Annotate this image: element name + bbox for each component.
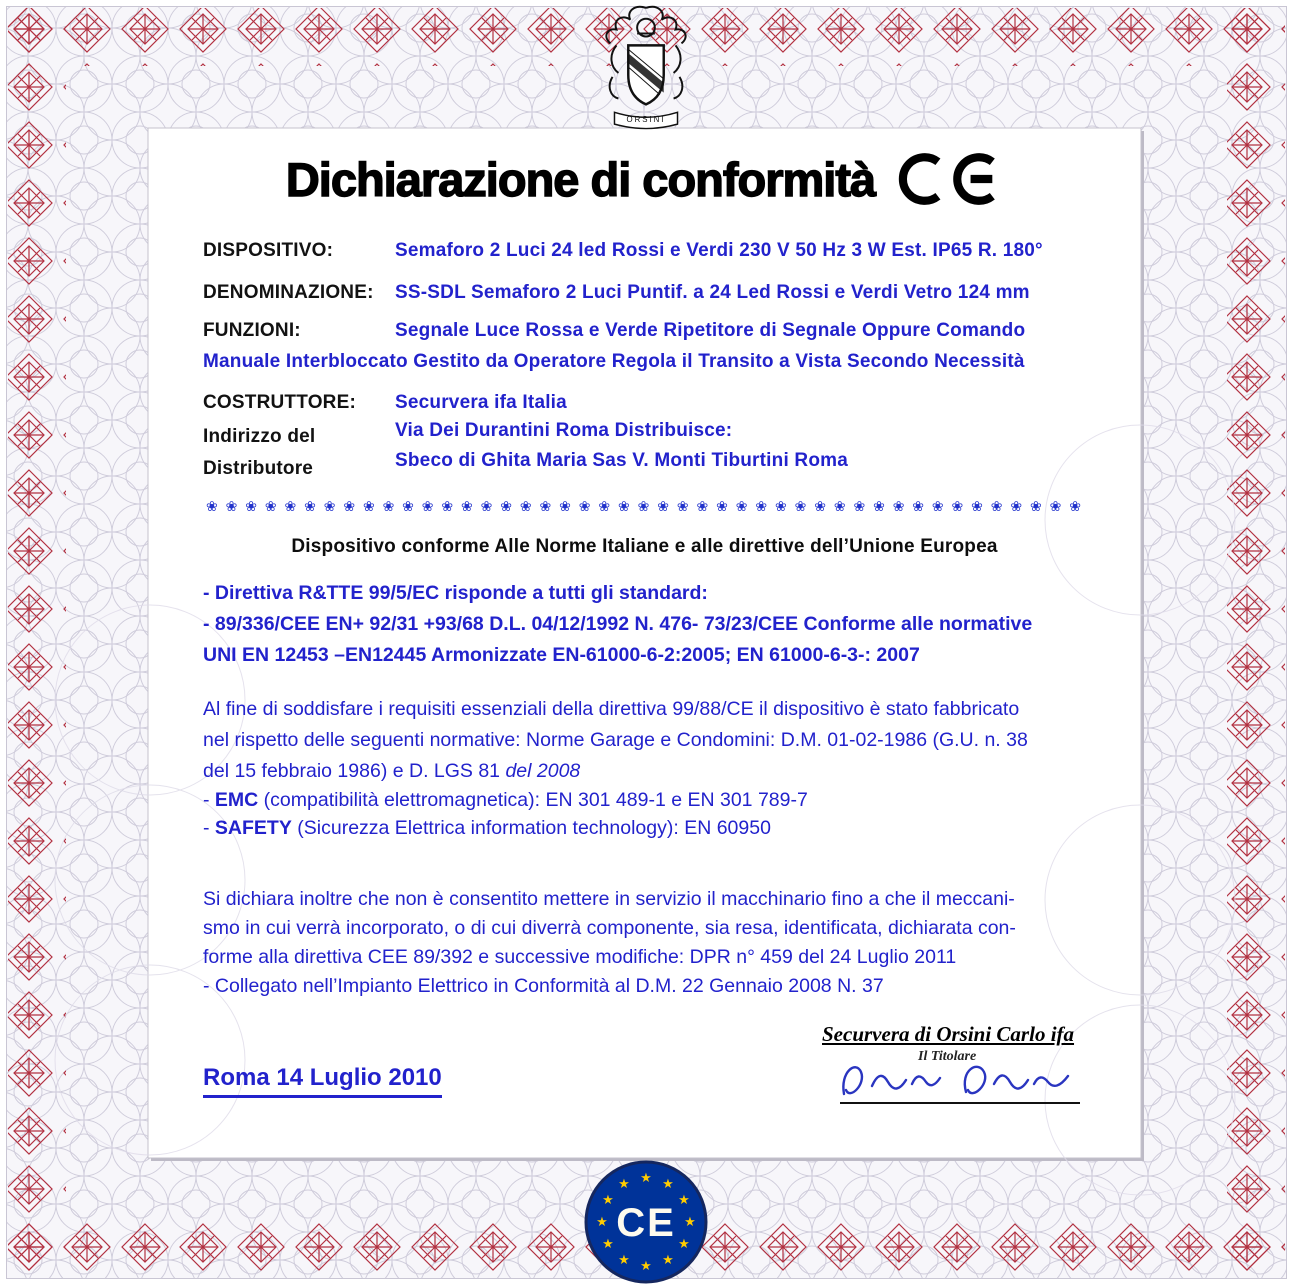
eu-ce-badge-drawing — [584, 1160, 708, 1284]
svg-text:★: ★ — [596, 1214, 608, 1229]
svg-text:★: ★ — [640, 1258, 652, 1273]
svg-text:★: ★ — [640, 1170, 652, 1185]
field-value-dispositivo: Semaforo 2 Luci 24 led Rossi e Verdi 230 V 50 Hz 3 W Est. IP65 R. 180° — [395, 240, 1043, 261]
page-title: Dichiarazione di conformità — [285, 152, 876, 206]
svg-text:★: ★ — [662, 1252, 674, 1267]
field-label-dispositivo: DISPOSITIVO: — [203, 240, 334, 261]
ce-mark-icon — [891, 150, 1003, 208]
body-emc-line — [203, 789, 808, 812]
body-para1-line1: Al fine di soddisfare i requisiti essenziali della direttiva 99/88/CE il dispositivo è stato fabbricato — [203, 698, 1020, 720]
body-para1-line3 — [203, 760, 580, 783]
field-value-costruttore: Securvera ifa Italia — [395, 392, 567, 413]
field-value-indirizzo-2: Sbeco di Ghita Maria Sas V. Monti Tiburtini Roma — [395, 450, 849, 471]
body-para2-line1: Si dichiara inoltre che non è consentito mettere in servizio il macchinario fino a che il meccani- — [203, 888, 1015, 910]
field-value-funzioni-line2: Manuale Interbloccato Gestito da Operatore Regola il Transito a Vista Secondo Necessità — [203, 351, 1025, 372]
field-value-indirizzo-1: Via Dei Durantini Roma Distribuisce: — [395, 420, 733, 441]
svg-text:★: ★ — [602, 1192, 614, 1207]
body-para1-line3-normal: del 15 febbraio 1986) e D. LGS 81 — [203, 760, 506, 782]
emc-detail: (compatibilità elettromagnetica): EN 301 489-1 e EN 301 789-7 — [258, 789, 808, 811]
ornament-divider: ❀ ❀ ❀ ❀ ❀ ❀ ❀ ❀ ❀ ❀ ❀ ❀ ❀ ❀ ❀ ❀ ❀ ❀ ❀ ❀ ❀ ❀ ❀ ❀ ❀ ❀ ❀ ❀ ❀ ❀ ❀ ❀ ❀ ❀ ❀ ❀ ❀ ❀ ❀ ❀ ❀ ❀ ❀ ❀ ❀ — [205, 498, 1083, 514]
signature-company-name: Securvera di Orsini Carlo ifa — [822, 1022, 1075, 1046]
handwritten-signature-drawing — [838, 1056, 1082, 1102]
field-label-indirizzo-1: Indirizzo del — [203, 426, 316, 447]
safety-detail: (Sicurezza Elettrica information technology): EN 60950 — [291, 817, 771, 839]
body-para1-line3-italic: del 2008 — [505, 760, 581, 782]
emc-term: EMC — [214, 789, 259, 811]
conformity-heading: Dispositivo conforme Alle Norme Italiane e alle direttive dell’Unione Europea — [291, 536, 998, 557]
svg-text:★: ★ — [678, 1236, 690, 1251]
body-para2-line4: - Collegato nell’Impianto Elettrico in Conformità al D.M. 22 Gennaio 2008 N. 37 — [203, 975, 884, 997]
certificate-title-row — [148, 150, 1141, 208]
svg-text:★: ★ — [678, 1192, 690, 1207]
directive-line-3: UNI EN 12453 –EN12445 Armonizzate EN-61000-6-2:2005; EN 61000-6-3-: 2007 — [203, 644, 920, 666]
handwritten-signature — [838, 1056, 1082, 1107]
signature-role: Il Titolare — [918, 1049, 977, 1064]
crest-banner-text: ORSINI — [626, 115, 666, 125]
body-para2-line3: forme alla direttiva CEE 89/392 e successive modifiche: DPR n° 459 del 24 Luglio 2011 — [203, 946, 957, 968]
field-label-denominazione: DENOMINAZIONE: — [203, 282, 374, 303]
safety-term: SAFETY — [214, 817, 292, 839]
directive-line-1: - Direttiva R&TTE 99/5/EC risponde a tutti gli standard: — [203, 582, 708, 604]
body-para1-line2: nel rispetto delle seguenti normative: Norme Garage e Condomini: D.M. 01-02-1986 (G.U. n. 38 — [203, 729, 1028, 751]
svg-text:★: ★ — [618, 1176, 630, 1191]
coat-of-arms-drawing — [582, 2, 710, 132]
coat-of-arms — [582, 2, 710, 132]
svg-text:★: ★ — [602, 1236, 614, 1251]
safety-dash: - — [203, 817, 215, 839]
date-and-place: Roma 14 Luglio 2010 — [203, 1064, 442, 1098]
field-value-funzioni-line1: Segnale Luce Rossa e Verde Ripetitore di Segnale Oppure Comando — [395, 320, 1026, 341]
field-label-costruttore: COSTRUTTORE: — [203, 392, 356, 413]
body-safety-line — [203, 817, 771, 840]
svg-text:★: ★ — [618, 1252, 630, 1267]
eu-badge-ce-text: CE — [616, 1201, 676, 1245]
svg-text:★: ★ — [684, 1214, 696, 1229]
field-label-indirizzo-2: Distributore — [203, 458, 314, 479]
signature-underline — [840, 1102, 1080, 1104]
field-label-funzioni: FUNZIONI: — [203, 320, 301, 341]
field-value-denominazione: SS-SDL Semaforo 2 Luci Puntif. a 24 Led Rossi e Verdi Vetro 124 mm — [395, 282, 1030, 303]
directive-line-2: - 89/336/CEE EN+ 92/31 +93/68 D.L. 04/12/1992 N. 476- 73/23/CEE Conforme alle normative — [203, 613, 1033, 635]
emc-dash: - — [203, 789, 215, 811]
eu-ce-badge — [584, 1160, 708, 1285]
body-para2-line2: smo in cui verrà incorporato, o di cui diverrà componente, sia resa, identificata, dichiarata con- — [203, 917, 1016, 939]
svg-text:★: ★ — [662, 1176, 674, 1191]
